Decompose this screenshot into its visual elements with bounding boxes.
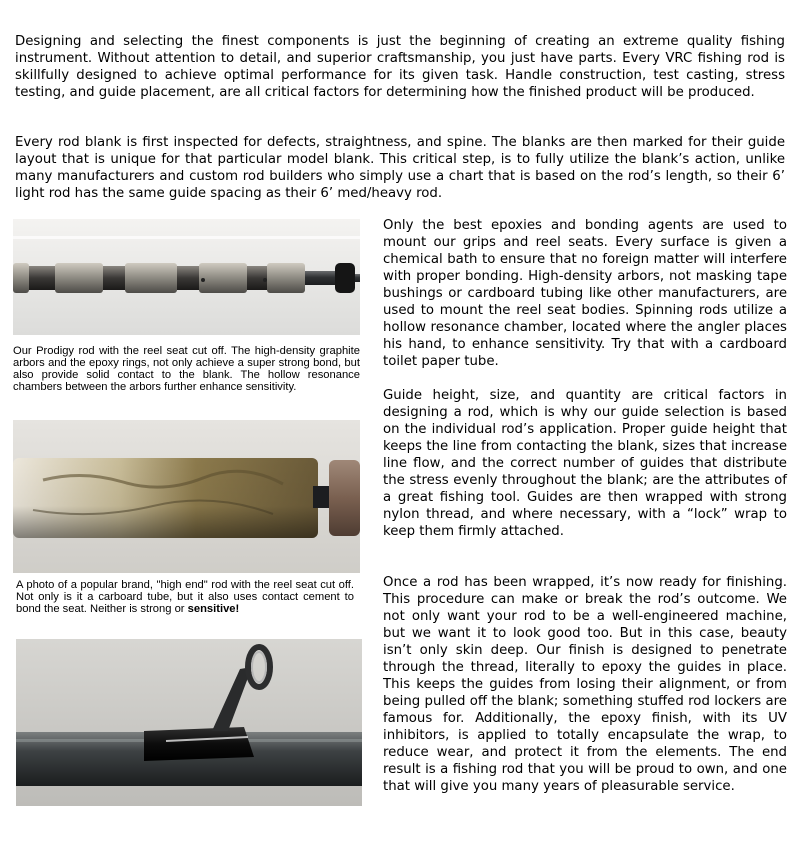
- photo-caption-1: Our Prodigy rod with the reel seat cut off. The high-density graphite arbors and the epoxy rings, not only achieve a super strong bond, but also provide solid contact to the blank. The hollow resonance chambers between the arbors further enhance sensitivity.: [13, 345, 360, 393]
- caption-2-emphasis: sensitive!: [187, 603, 240, 615]
- caption-2-text: A photo of a popular brand, "high end" rod with the reel seat cut off. Not only is it a carboard tube, but it also uses contact cement to bond the seat. Neither is strong or: [16, 579, 354, 615]
- intro-paragraph-2: Every rod blank is first inspected for defects, straightness, and spine. The blanks are then marked for their guide layout that is unique for that particular model blank. This critical step, is to fully utilize the blank’s action, unlike many manufacturers and custom rod builders who simply use a chart that is based on the rod’s length, so their 6’ light rod has the same guide spacing as their 6’ med/heavy rod.: [15, 135, 785, 201]
- body-paragraph-epoxies: Only the best epoxies and bonding agents are used to mount our grips and reel seats. Every surface is given a chemical bath to ensure that no foreign matter will interfere with proper bonding. High-density arbors, not masking tape bushings or cardboard tubing like other manufacturers, are used to mount the reel seat bodies. Spinning rods utilize a hollow resonance chamber, located where the angler places his hand, to enhance sensitivity. Try that with a cardboard toilet paper tube.: [383, 218, 787, 369]
- body-paragraph-guides: Guide height, size, and quantity are critical factors in designing a rod, which is why our guide selection is based on the individual rod’s application. Proper guide height that keeps the line from contacting the blank, sizes that increase line flow, and the correct number of guides that distribute the stress evenly throughout the blank; are the attributes of a great fishing tool. Guides are then wrapped with strong nylon thread, and where necessary, with a “lock” wrap to keep them firmly attached.: [383, 388, 787, 539]
- prodigy-rod-arbors-photo: [13, 219, 360, 335]
- body-paragraph-finishing: Once a rod has been wrapped, it’s now ready for finishing. This procedure can make or break the rod’s outcome. We not only want your rod to be a well-engineered machine, but we want it to look good too. But in this case, beauty isn’t only skin deep. Our finish is designed to penetrate through the thread, literally to epoxy the guides in place. This keeps the guides from losing their alignment, or from being pulled off the blank; something stuffed rod lockers are famous for. Additionally, the epoxy finish, with its UV inhibitors, is applied to totally encapsulate the wrap, to reduce wear, and protect it from the elements. The end result is a fishing rod that you will be proud to own, and one that will give you many years of pleasurable service.: [383, 575, 787, 794]
- rod-guide-wrap-finish-photo: [16, 639, 362, 806]
- intro-paragraph-1: Designing and selecting the finest components is just the beginning of creating an extreme quality fishing instrument. Without attention to detail, and superior craftsmanship, you just have parts. Every VRC fishing rod is skillfully designed to achieve optimal performance for its given task. Handle construction, test casting, stress testing, and guide placement, are all critical factors for determining how the finished product will be produced.: [15, 34, 785, 100]
- photo-caption-2: [16, 579, 354, 615]
- competitor-rod-cardboard-tube-photo: [13, 420, 360, 573]
